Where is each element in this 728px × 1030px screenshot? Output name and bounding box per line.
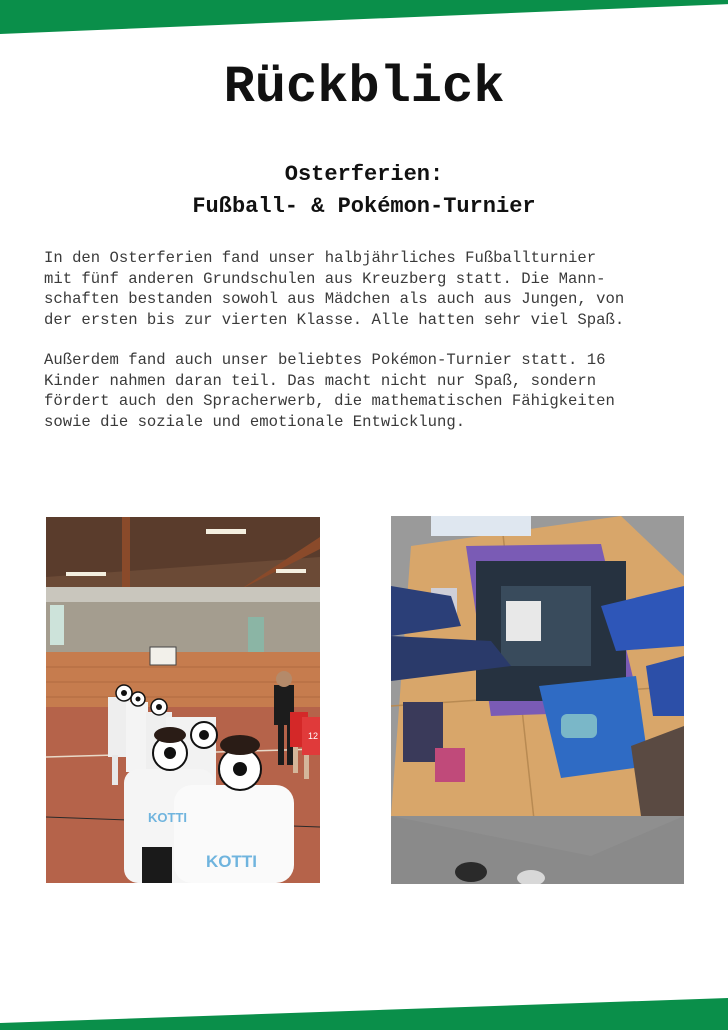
jersey-text-front: KOTTI (206, 852, 257, 871)
subtitle-line-2: Fußball- & Pokémon-Turnier (192, 194, 536, 219)
jersey-number: 12 (308, 731, 319, 741)
pokemon-tournament-photo (391, 516, 684, 884)
page-title: Rückblick (223, 58, 505, 117)
top-green-band (0, 0, 728, 34)
jersey-text-back: KOTTI (148, 810, 187, 825)
football-tournament-photo (46, 517, 320, 883)
bottom-green-band (0, 998, 728, 1030)
paragraph-pokemon: Außerdem fand auch unser beliebtes Pokémon-Turnier statt. 16 Kinder nahmen daran teil. Das macht nicht nur Spaß, sondern fördert auch den Spracherwerb, die mathematischen Fähigkeiten sowie die soziale und emotionale Entwicklung. (44, 351, 615, 431)
paragraph-football: In den Osterferien fand unser halbjährliches Fußballturnier mit fünf anderen Grundschulen aus Kreuzberg statt. Die Mann- schaften bestanden sowohl aus Mädchen als auch aus Jungen, von der ersten bis zur vierten Klasse. Alle hatten sehr viel Spaß. (44, 249, 625, 329)
subtitle-line-1: Osterferien: (284, 162, 444, 187)
